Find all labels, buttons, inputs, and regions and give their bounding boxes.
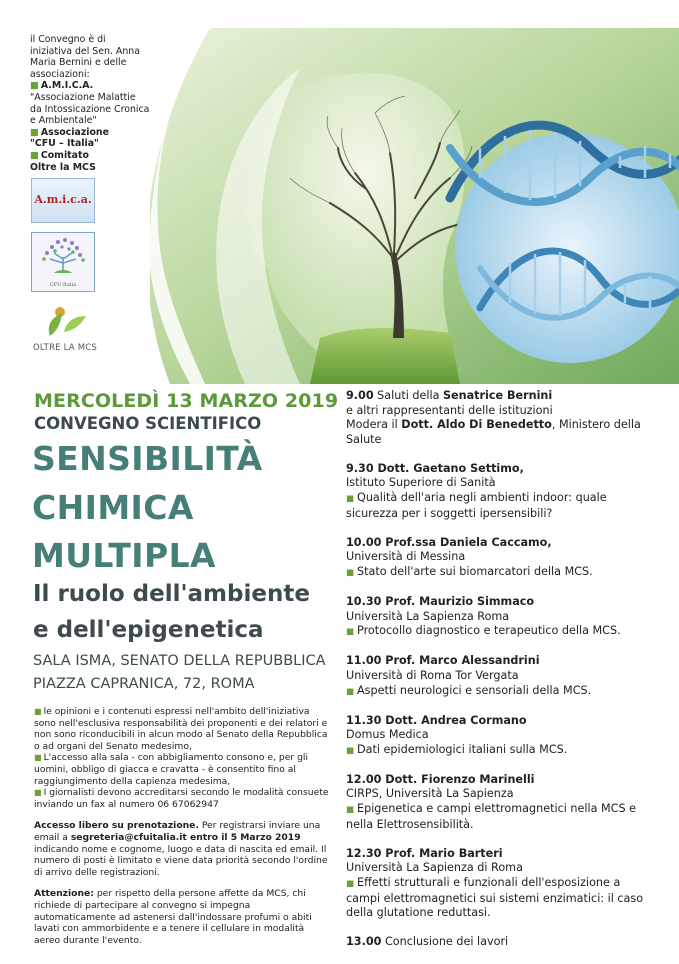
event-type: CONVEGNO SCIENTIFICO	[34, 414, 262, 433]
venue-line-2: PIAZZA CAPRANICA, 72, ROMA	[33, 676, 255, 692]
speaker-heading: 9.30 Dott. Gaetano Settimo,	[346, 461, 524, 475]
program-text: Modera il	[346, 418, 398, 432]
note-dress-code-text: L'accesso alla sala - con abbigliamento consono e, per gli uomini, obbligo di giacca e cravatta - è consentito fino al raggiungimento della capienza medesima,	[34, 752, 309, 787]
note-journalists	[34, 787, 329, 810]
sponsors-intro: il Convegno è di iniziativa del Sen. Anna Maria Bernini e delle associazioni:	[30, 34, 140, 80]
program-item	[346, 847, 646, 921]
sponsor-org1-desc: "Associazione Malattie da Intossicazione Cronica e Ambientale"	[30, 91, 150, 127]
sponsors-block	[30, 34, 150, 173]
bullet-icon: ■	[346, 494, 355, 505]
attention-heading: Attenzione:	[34, 888, 94, 900]
notes-block	[34, 706, 329, 946]
cfu-italia-logo	[31, 232, 95, 292]
program-text: Saluti della	[377, 389, 440, 402]
speaker-affiliation: Università La Sapienza Roma	[346, 609, 510, 623]
sponsor-org2-desc: "CFU – Italia"	[30, 138, 99, 150]
note-disclaimer-text: le opinioni e i contenuti espressi nell'ambito dell'iniziativa sono nell'esclusiva responsabilità dei proponenti e dei relatori e non sono riconducibili in alcun modo al Senato della Repubblica o ad organi del Senato medesimo,	[34, 706, 328, 752]
speaker-name: Senatrice Bernini	[443, 389, 553, 402]
venue-line-1: SALA ISMA, SENATO DELLA REPUBBLICA	[33, 653, 326, 669]
access-text-1: Per registrarsi inviare una email a	[34, 820, 321, 843]
sponsor-org2-name: Associazione	[40, 126, 109, 138]
speaker-name: Dott. Aldo Di Benedetto	[401, 418, 552, 432]
talk-topic: Epigenetica e campi elettromagnetici nella MCS e nella Elettrosensibilità.	[346, 802, 637, 831]
speaker-heading: 10.30 Prof. Maurizio Simmaco	[346, 595, 535, 609]
head-tree-dna-illustration	[150, 28, 679, 384]
title-line-2: CHIMICA	[32, 488, 194, 527]
bullet-icon: ■	[34, 788, 42, 798]
note-access	[34, 820, 329, 878]
oltre-la-mcs-logo	[20, 300, 110, 360]
title-line-3: MULTIPLA	[32, 536, 216, 575]
bullet-icon: ■	[34, 707, 42, 716]
oltre-logo-caption: OLTRE LA MCS	[33, 343, 97, 353]
talk-topic: Aspetti neurologici e sensoriali della MCS.	[357, 683, 592, 697]
note-journalists-text: I giornalisti devono accreditarsi secondo le modalità consuete inviando un fax al numero 06 67062947	[34, 787, 329, 810]
speaker-heading: 10.00 Prof.ssa Daniela Caccamo,	[346, 535, 552, 549]
speaker-affiliation: Domus Medica	[346, 728, 429, 742]
talk-topic: Protocollo diagnostico e terapeutico della MCS.	[357, 624, 621, 638]
speaker-affiliation: Università La Sapienza di Roma	[346, 861, 523, 875]
note-dress-code	[34, 752, 329, 787]
bullet-icon: ■	[346, 567, 355, 578]
leaf-icon	[20, 300, 110, 342]
amica-logo-text: A.m.i.c.a.	[34, 193, 92, 206]
program-text: e altri rappresentanti delle istituzioni	[346, 403, 553, 417]
speaker-heading: 12.30 Prof. Mario Barteri	[346, 846, 503, 860]
speaker-affiliation: CIRPS, Università La Sapienza	[346, 787, 514, 801]
speaker-affiliation: Università di Messina	[346, 550, 466, 564]
access-heading: Accesso libero su prenotazione.	[34, 820, 199, 832]
sponsor-org3-desc: Oltre la MCS	[30, 161, 96, 173]
program-item	[346, 536, 646, 581]
program-item	[346, 714, 646, 759]
bullet-icon: ■	[34, 753, 42, 763]
bullet-icon: ■	[346, 805, 355, 816]
talk-topic: Stato dell'arte sui biomarcatori della MCS.	[357, 564, 593, 578]
header-illustration	[150, 28, 679, 384]
talk-topic: Effetti strutturali e funzionali dell'esposizione a campi elettromagnetici sui sistemi enzimatici: il caso della glutatione reduttasi.	[346, 875, 644, 920]
sponsor-org3-name: Comitato	[40, 149, 89, 161]
program-item	[346, 595, 646, 640]
bullet-icon: ■	[30, 80, 39, 92]
program-time: 9.00	[346, 389, 374, 402]
note-attention	[34, 888, 329, 946]
tree-icon	[32, 233, 94, 279]
talk-topic: Qualità dell'aria negli ambienti indoor: quale sicurezza per i soggetti ipersensibili?	[346, 491, 607, 520]
bullet-icon: ■	[30, 126, 39, 138]
program-item	[346, 462, 646, 521]
program-text: Conclusione dei lavori	[384, 935, 509, 949]
sponsor-org1-name: A.M.I.C.A.	[40, 80, 94, 92]
access-email[interactable]: segreteria@cfuitalia.it entro il 5 Marzo 2019	[70, 831, 301, 843]
bullet-icon: ■	[346, 878, 355, 889]
subtitle-line-2: e dell'epigenetica	[33, 617, 264, 643]
speaker-heading: 11.00 Prof. Marco Alessandrini	[346, 654, 540, 668]
cfu-logo-caption: CFU-Italia	[49, 282, 77, 288]
talk-topic: Dati epidemiologici italiani sulla MCS.	[357, 742, 568, 756]
program-time: 13.00	[346, 935, 382, 949]
program-item	[346, 935, 646, 950]
speaker-affiliation: Università di Roma Tor Vergata	[346, 668, 519, 682]
note-disclaimer	[34, 706, 329, 752]
program-text: , Ministero della Salute	[346, 418, 641, 446]
attention-text: per rispetto della persone affette da MCS, chi richiede di partecipare al convegno si impegna automaticamente ad astenersi dall'indossare profumi o abiti lavati con ammorbidente e a tenere il cellulare in modalità aereo durante l'evento.	[34, 888, 312, 946]
program-item	[346, 389, 646, 447]
program-item	[346, 654, 646, 699]
speaker-heading: 11.30 Dott. Andrea Cormano	[346, 713, 527, 727]
speaker-affiliation: Istituto Superiore di Sanità	[346, 476, 496, 490]
access-text-2: indicando nome e cognome, luogo e data di nascita ed email. Il numero di posti è limitato e viene data priorità secondo l'ordine di arrivo delle registrazioni.	[34, 843, 328, 878]
bullet-icon: ■	[346, 745, 355, 756]
bullet-icon: ■	[30, 149, 39, 161]
program-schedule	[346, 389, 646, 964]
bullet-icon: ■	[346, 686, 355, 697]
subtitle-line-1: Il ruolo dell'ambiente	[33, 581, 310, 607]
bullet-icon: ■	[346, 627, 355, 638]
speaker-heading: 12.00 Dott. Fiorenzo Marinelli	[346, 772, 535, 786]
event-date: MERCOLEDÌ 13 MARZO 2019	[34, 390, 339, 412]
amica-logo	[31, 178, 95, 223]
title-line-1: SENSIBILITÀ	[32, 439, 263, 478]
program-item	[346, 773, 646, 832]
